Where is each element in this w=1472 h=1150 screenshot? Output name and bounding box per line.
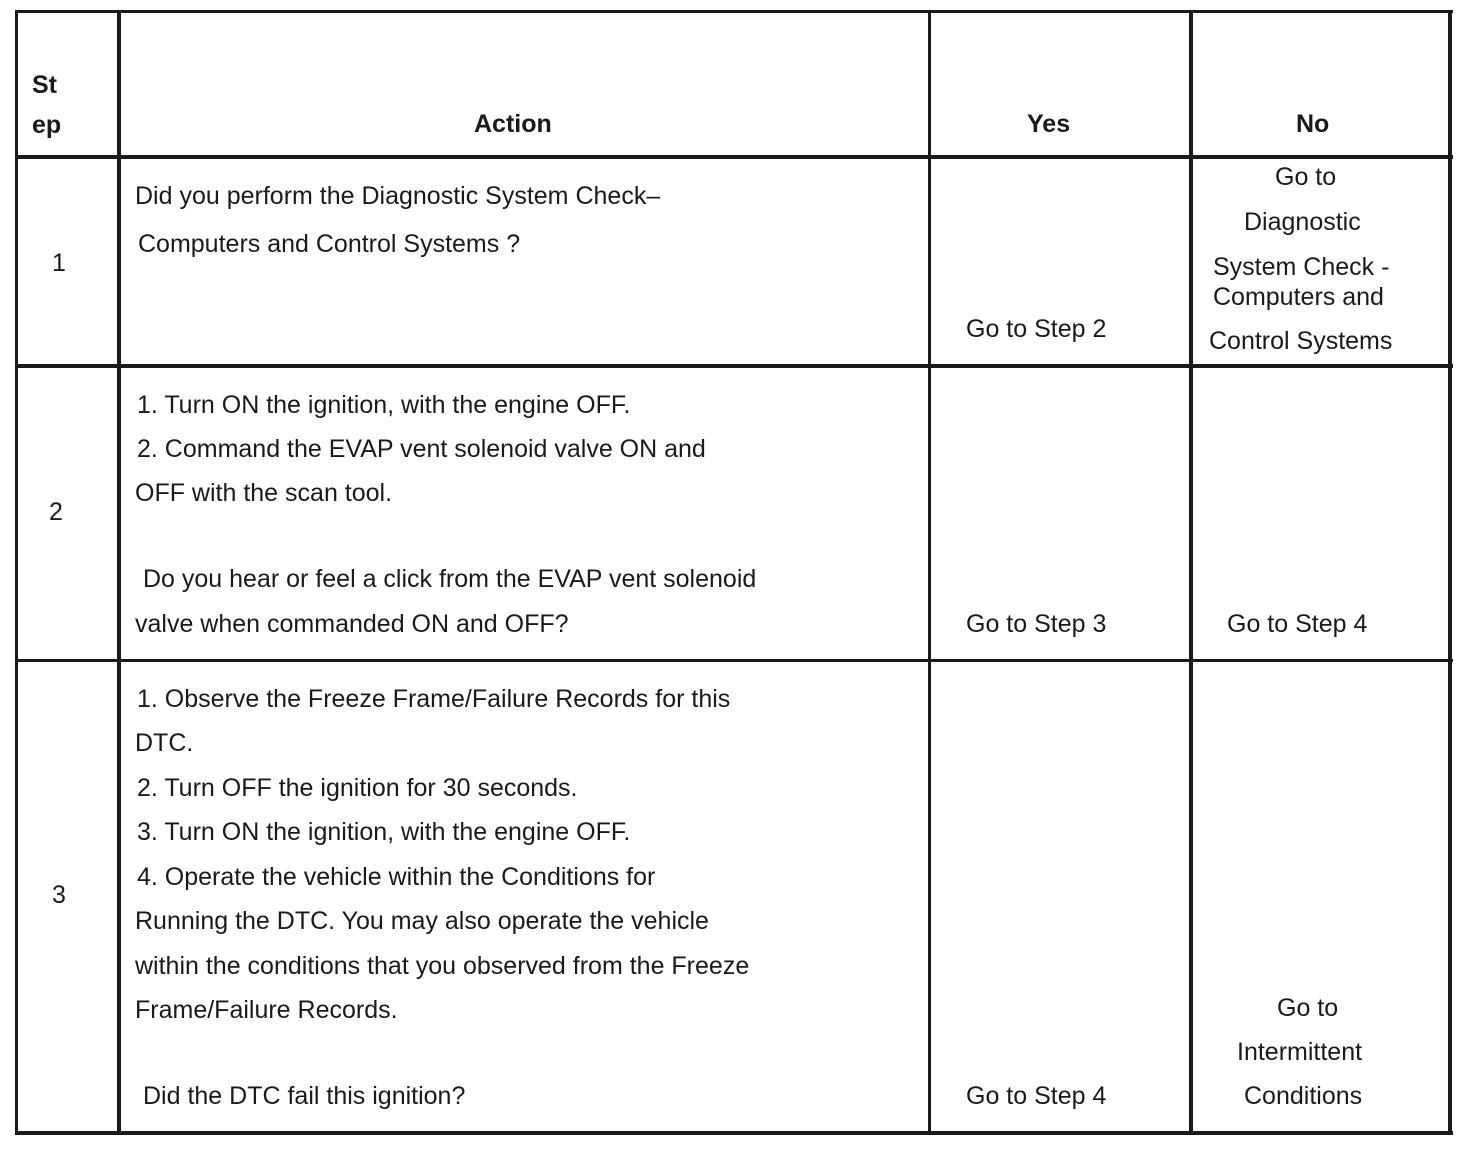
table-border-top — [15, 10, 1453, 13]
row-2-action-line: 2. Command the EVAP vent solenoid valve ON and — [137, 435, 706, 463]
header-yes: Yes — [1027, 110, 1071, 138]
row-1-action-line: Did you perform the Diagnostic System Check– — [135, 182, 661, 210]
row-3-yes: Go to Step 4 — [966, 1082, 1107, 1110]
row-3-action-line: 4. Operate the vehicle within the Conditions for — [137, 863, 656, 891]
header-no: No — [1296, 110, 1330, 138]
row-3-action-line: Frame/Failure Records. — [135, 996, 398, 1024]
row-1-no-line: System Check - — [1213, 253, 1390, 281]
row-2-action-line: Do you hear or feel a click from the EVAP vent solenoid — [143, 565, 757, 593]
row-3-no-line: Intermittent — [1237, 1038, 1363, 1066]
row-3-action-line: Did the DTC fail this ignition? — [143, 1082, 466, 1110]
row-1-step: 1 — [52, 249, 66, 277]
row-3-step: 3 — [52, 881, 66, 909]
row-2-step: 2 — [49, 498, 63, 526]
header-step-line-1: St — [32, 71, 57, 99]
row-3-action-line: 3. Turn ON the ignition, with the engine OFF. — [137, 818, 631, 846]
row-3-action-line: within the conditions that you observed from the Freeze — [135, 952, 750, 980]
row-3-action-line: Running the DTC. You may also operate the vehicle — [135, 907, 709, 935]
row-divider-1 — [15, 364, 1453, 368]
row-1-no-line: Diagnostic — [1244, 208, 1361, 236]
row-2-action-line: 1. Turn ON the ignition, with the engine OFF. — [137, 391, 631, 419]
column-divider-action — [928, 10, 931, 1135]
column-divider-yes — [1189, 10, 1193, 1135]
table-border-left — [15, 10, 18, 1135]
row-2-no: Go to Step 4 — [1227, 610, 1368, 638]
row-1-yes: Go to Step 2 — [966, 315, 1107, 343]
header-step-line-2: ep — [32, 111, 62, 139]
row-3-action-line: 1. Observe the Freeze Frame/Failure Records for this — [137, 685, 731, 713]
row-1-no-line: Control Systems — [1209, 327, 1393, 355]
row-1-action-line: Computers and Control Systems ? — [138, 230, 521, 258]
header-action: Action — [474, 110, 552, 138]
row-3-action-line: 2. Turn OFF the ignition for 30 seconds. — [137, 774, 578, 802]
row-2-action-line: OFF with the scan tool. — [135, 479, 393, 507]
row-2-action-line: valve when commanded ON and OFF? — [135, 610, 569, 638]
row-2-yes: Go to Step 3 — [966, 610, 1107, 638]
column-divider-step — [117, 10, 121, 1135]
table-border-bottom — [15, 1131, 1453, 1135]
row-3-action-line: DTC. — [135, 729, 194, 757]
row-divider-2 — [15, 659, 1453, 662]
table-border-right — [1448, 10, 1452, 1135]
row-1-no-line: Computers and — [1213, 283, 1384, 311]
header-divider — [15, 155, 1453, 159]
row-3-no-line: Conditions — [1244, 1082, 1363, 1110]
row-3-no-line: Go to — [1277, 994, 1339, 1022]
row-1-no-line: Go to — [1275, 163, 1337, 191]
